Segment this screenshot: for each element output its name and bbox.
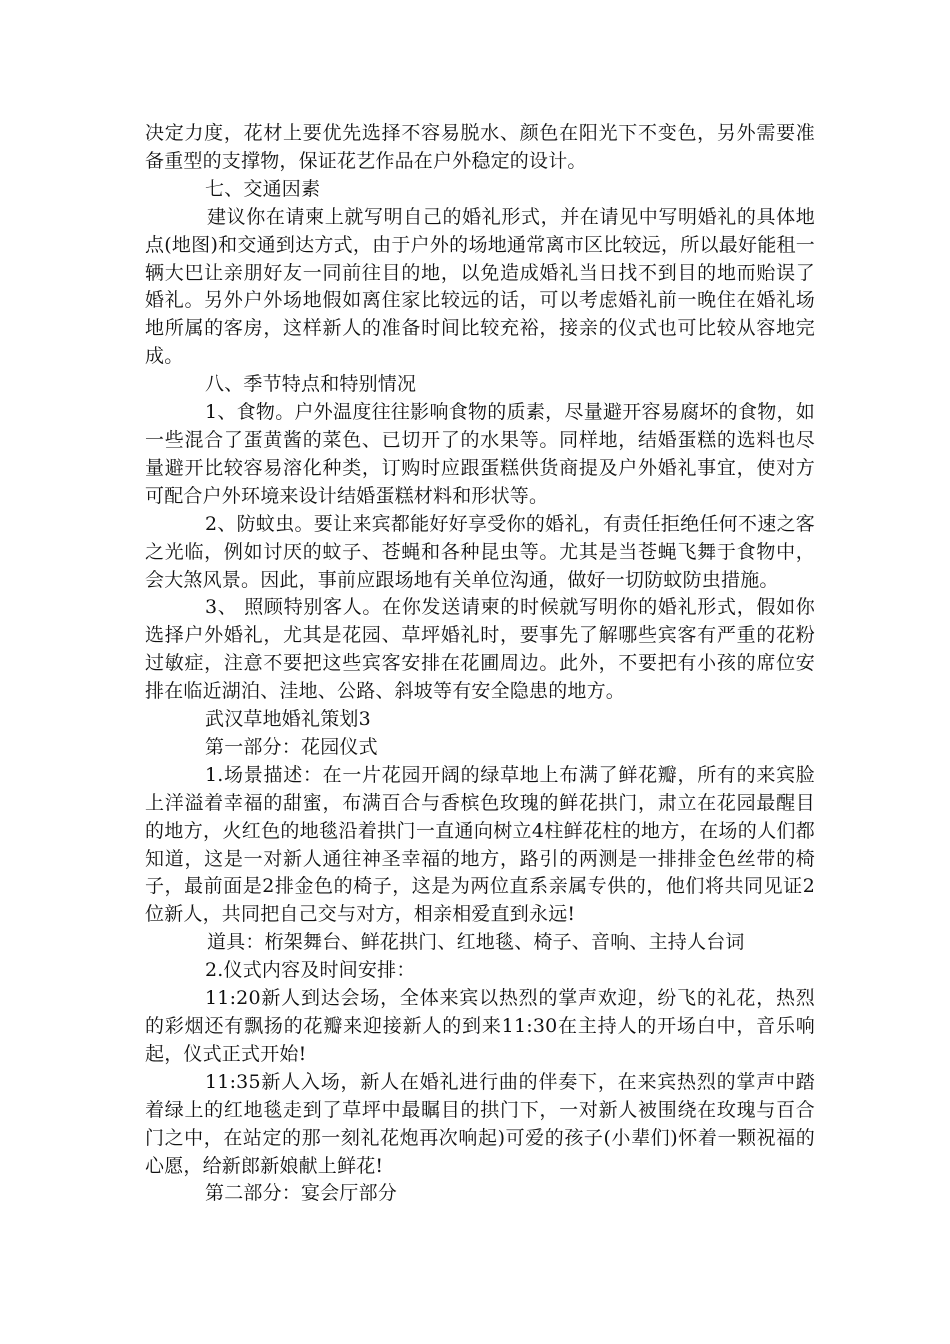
paragraph-1135: 11:35新人入场，新人在婚礼进行曲的伴奏下，在来宾热烈的掌声中踏着绿上的红地毯走到了草坪中最瞩目的拱门下，一对新人被围绕在玫瑰与百合门之中，在站定的那一刻礼花炮再次响起)可爱的孩子(小辈们)怀着一颗祝福的心愿，给新郎新娘献上鲜花! [145, 1070, 815, 1177]
paragraph-transport: 建议你在请柬上就写明自己的婚礼形式，并在请见中写明婚礼的具体地点(地图)和交通到达方式，由于户外的场地通常离市区比较远，所以最好能租一辆大巴让亲朋好友一同前往目的地，以免造成婚礼当日找不到目的地而贻误了婚礼。另外户外场地假如离住家比较远的话，可以考虑婚礼前一晚住在婚礼场地所属的客房，这样新人的准备时间比较充裕，接亲的仪式也可比较从容地完成。 [145, 205, 815, 368]
paragraph-special-guests: 3、 照顾特别客人。在你发送请柬的时候就写明你的婚礼形式，假如你选择户外婚礼，尤其是花园、草坪婚礼时，要事先了解哪些宾客有严重的花粉过敏症，注意不要把这些宾客安排在花圃周边。此外，不要把有小孩的席位安排在临近湖泊、洼地、公路、斜坡等有安全隐患的地方。 [145, 596, 815, 703]
heading-schedule: 2.仪式内容及时间安排： [205, 959, 416, 982]
paragraph-flower-materials: 决定力度，花材上要优先选择不容易脱水、颜色在阳光下不变色，另外需要准备重型的支撑物，保证花艺作品在户外稳定的设计。 [145, 122, 815, 172]
section-title-wedding-plan-3: 武汉草地婚礼策划3 [205, 708, 371, 731]
paragraph-food: 1、食物。户外温度往往影响食物的质素，尽量避开容易腐坏的食物，如一些混合了蛋黄酱的菜色、已切开了的水果等。同样地，结婚蛋糕的选料也尽量避开比较容易溶化种类，订购时应跟蛋糕供货商提及户外婚礼事宜，使对方可配合户外环境来设计结婚蛋糕材料和形状等。 [145, 401, 815, 507]
paragraph-props: 道具：桁架舞台、鲜花拱门、红地毯、椅子、音响、主持人台词 [207, 931, 745, 954]
document-body [145, 120, 815, 1208]
heading-part-one: 第一部分：花园仪式 [205, 735, 378, 758]
heading-transport: 七、交通因素 [205, 177, 321, 200]
heading-part-two: 第二部分：宴会厅部分 [205, 1182, 398, 1205]
paragraph-mosquito: 2、防蚊虫。要让来宾都能好好享受你的婚礼，有责任拒绝任何不速之客之光临，例如讨厌的蚊子、苍蝇和各种昆虫等。尤其是当苍蝇飞舞于食物中，会大煞风景。因此，事前应跟场地有关单位沟通，做好一切防蚊防虫措施。 [145, 512, 815, 591]
paragraph-scene-description: 1.场景描述：在一片花园开阔的绿草地上布满了鲜花瓣，所有的来宾脸上洋溢着幸福的甜蜜，布满百合与香槟色玫瑰的鲜花拱门，肃立在花园最醒目的地方，火红色的地毯沿着拱门一直通向树立4柱鲜花柱的地方，在场的人们都知道，这是一对新人通往神圣幸福的地方，路引的两测是一排排金色丝带的椅子，最前面是2排金色的椅子，这是为两位直系亲属专供的，他们将共同见证2位新人，共同把自己交与对方，相亲相爱直到永远! [145, 763, 815, 926]
heading-season: 八、季节特点和特别情况 [205, 373, 417, 396]
paragraph-1120: 11:20新人到达会场，全体来宾以热烈的掌声欢迎，纷飞的礼花，热烈的彩烟还有飘扬的花瓣来迎接新人的到来11:30在主持人的开场白中，音乐响起，仪式正式开始! [145, 987, 815, 1065]
